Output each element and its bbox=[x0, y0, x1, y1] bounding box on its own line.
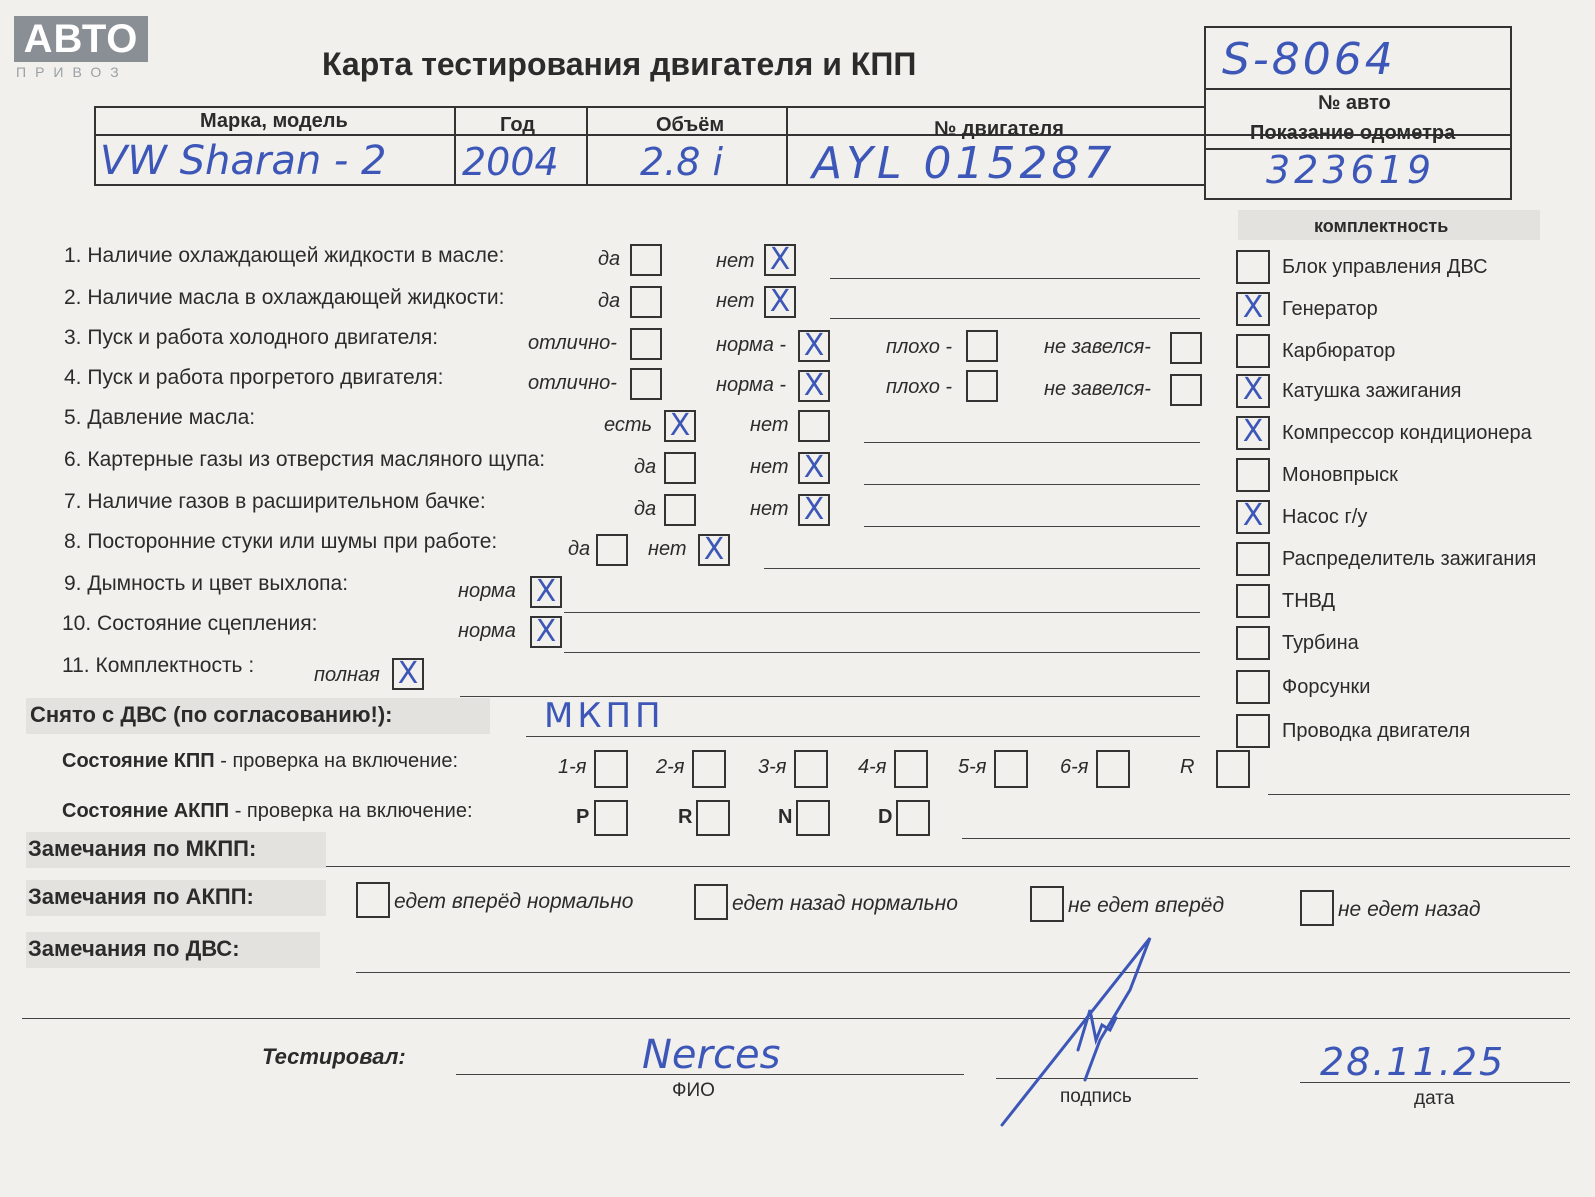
akpp-mode-checkbox-1[interactable] bbox=[594, 800, 628, 836]
completeness-checkbox-7[interactable] bbox=[1236, 500, 1270, 534]
q3-no-start-label: не завелся- bbox=[1044, 336, 1151, 358]
q10-normal-label: норма bbox=[458, 620, 516, 642]
q4-no-start-checkbox[interactable] bbox=[1170, 374, 1202, 406]
tested-value: Nerces bbox=[642, 1032, 781, 1078]
q5-no-label: нет bbox=[750, 414, 789, 436]
completeness-label-4: Катушка зажигания bbox=[1282, 380, 1462, 402]
q9-normal-label: норма bbox=[458, 580, 516, 602]
akpp-mode-label-2: R bbox=[678, 806, 693, 828]
q6-no-check-mark: X bbox=[803, 450, 825, 485]
completeness-label-2: Генератор bbox=[1282, 298, 1378, 320]
q7-yes-label: да bbox=[634, 498, 657, 520]
q3-excellent-label: отлично- bbox=[528, 332, 617, 354]
question-7: 7. Наличие газов в расширительном бачке: bbox=[64, 490, 486, 513]
akpp-no-forward-label: не едет вперёд bbox=[1068, 894, 1225, 917]
q2-no-check-mark: X bbox=[769, 284, 791, 319]
akpp-no-forward-checkbox[interactable] bbox=[1030, 886, 1064, 922]
akpp-mode-label-4: D bbox=[878, 806, 893, 828]
q5-note-line bbox=[864, 442, 1200, 443]
completeness-label-5: Компрессор кондиционера bbox=[1282, 422, 1532, 444]
completeness-checkbox-2[interactable] bbox=[1236, 292, 1270, 326]
q8-yes-label: да bbox=[568, 538, 591, 560]
q11-full-check-mark: X bbox=[397, 656, 419, 691]
fio-caption: ФИО bbox=[672, 1080, 715, 1101]
q3-normal-checkbox[interactable] bbox=[798, 330, 830, 362]
question-10: 10. Состояние сцепления: bbox=[62, 612, 318, 635]
completeness-checkbox-11[interactable] bbox=[1236, 670, 1270, 704]
question-2: 2. Наличие масла в охлаждающей жидкости: bbox=[64, 286, 505, 309]
q2-note-line bbox=[830, 318, 1200, 319]
brand-label: Марка, модель bbox=[200, 110, 348, 132]
removed-value: МКПП bbox=[544, 696, 665, 736]
q6-no-label: нет bbox=[750, 456, 789, 478]
q1-no-check-mark: X bbox=[769, 242, 791, 277]
signature-scribble bbox=[990, 930, 1190, 1130]
akpp-back-ok-label: едет назад нормально bbox=[732, 892, 958, 915]
completeness-label-7: Насос г/у bbox=[1282, 506, 1368, 528]
q2-no-checkbox[interactable] bbox=[764, 286, 796, 318]
odometer-value: 323619 bbox=[1266, 148, 1436, 192]
removed-line bbox=[526, 736, 1200, 737]
akpp-no-back-label: не едет назад bbox=[1338, 898, 1481, 921]
form-title: Карта тестирования двигателя и КПП bbox=[322, 46, 917, 82]
q10-normal-checkbox[interactable] bbox=[530, 616, 562, 648]
completeness-checkbox-9[interactable] bbox=[1236, 584, 1270, 618]
remarks-dvs-line bbox=[356, 972, 1570, 973]
q1-no-label: нет bbox=[716, 250, 755, 272]
akpp-mode-checkbox-3[interactable] bbox=[796, 800, 830, 836]
completeness-check-mark-2: X bbox=[1242, 290, 1264, 325]
completeness-label-12: Проводка двигателя bbox=[1282, 720, 1471, 742]
kpp-gear-checkbox-6[interactable] bbox=[1096, 750, 1130, 788]
q3-no-start-checkbox[interactable] bbox=[1170, 332, 1202, 364]
q4-excellent-checkbox[interactable] bbox=[630, 368, 662, 400]
completeness-label-3: Карбюратор bbox=[1282, 340, 1396, 362]
completeness-label-6: Моновпрыск bbox=[1282, 464, 1398, 486]
q11-full-label: полная bbox=[314, 664, 380, 686]
kpp-label bbox=[62, 750, 458, 773]
q9-normal-checkbox[interactable] bbox=[530, 576, 562, 608]
completeness-checkbox-4[interactable] bbox=[1236, 374, 1270, 408]
q1-note-line bbox=[830, 278, 1200, 279]
completeness-checkbox-3[interactable] bbox=[1236, 334, 1270, 368]
completeness-label-9: ТНВД bbox=[1282, 590, 1336, 612]
q3-excellent-checkbox[interactable] bbox=[630, 328, 662, 360]
q3-bad-checkbox[interactable] bbox=[966, 330, 998, 362]
removed-label: Снято с ДВС (по согласованию!): bbox=[30, 702, 393, 727]
akpp-no-back-checkbox[interactable] bbox=[1300, 890, 1334, 926]
akpp-note-line bbox=[962, 838, 1570, 839]
kpp-gear-checkbox-2[interactable] bbox=[692, 750, 726, 788]
completeness-checkbox-10[interactable] bbox=[1236, 626, 1270, 660]
q10-note-line bbox=[564, 652, 1200, 653]
q2-no-label: нет bbox=[716, 290, 755, 312]
date-caption: дата bbox=[1414, 1088, 1455, 1109]
q5-yes-checkbox[interactable] bbox=[664, 410, 696, 442]
date-line bbox=[1300, 1082, 1570, 1083]
q2-yes-checkbox[interactable] bbox=[630, 286, 662, 318]
completeness-title: комплектность bbox=[1314, 216, 1449, 236]
question-3: 3. Пуск и работа холодного двигателя: bbox=[64, 326, 439, 349]
q4-bad-checkbox[interactable] bbox=[966, 370, 998, 402]
q6-yes-checkbox[interactable] bbox=[664, 452, 696, 484]
q5-yes-check-mark: X bbox=[669, 408, 691, 443]
q11-full-checkbox[interactable] bbox=[392, 658, 424, 690]
q7-note-line bbox=[864, 526, 1200, 527]
brand-logo-sub: ПРИВОЗ bbox=[16, 64, 128, 80]
q7-no-check-mark: X bbox=[803, 492, 825, 527]
q10-normal-check-mark: X bbox=[535, 614, 557, 649]
completeness-checkbox-1[interactable] bbox=[1236, 250, 1270, 284]
akpp-mode-checkbox-2[interactable] bbox=[696, 800, 730, 836]
q7-no-checkbox[interactable] bbox=[798, 494, 830, 526]
question-5: 5. Давление масла: bbox=[64, 406, 256, 429]
q8-no-check-mark: X bbox=[703, 532, 725, 567]
q6-yes-label: да bbox=[634, 456, 657, 478]
remarks-extra-line bbox=[22, 1018, 1570, 1019]
q9-normal-check-mark: X bbox=[535, 574, 557, 609]
kpp-gear-label-1: 1-я bbox=[558, 756, 587, 778]
q4-normal-label: норма - bbox=[716, 374, 787, 396]
q1-yes-label: да bbox=[598, 248, 621, 270]
year-label: Год bbox=[500, 114, 535, 136]
kpp-gear-checkbox-7[interactable] bbox=[1216, 750, 1250, 788]
car-no-label: № авто bbox=[1318, 92, 1391, 114]
volume-value: 2.8 i bbox=[640, 140, 724, 184]
completeness-label-1: Блок управления ДВС bbox=[1282, 256, 1488, 278]
q3-normal-label: норма - bbox=[716, 334, 787, 356]
akpp-label bbox=[62, 800, 473, 823]
completeness-check-mark-7: X bbox=[1242, 498, 1264, 533]
completeness-checkbox-8[interactable] bbox=[1236, 542, 1270, 576]
q8-no-label: нет bbox=[648, 538, 687, 560]
kpp-gear-label-2: 2-я bbox=[656, 756, 685, 778]
completeness-check-mark-5: X bbox=[1242, 414, 1264, 449]
completeness-label-8: Распределитель зажигания bbox=[1282, 548, 1537, 570]
question-1: 1. Наличие охлаждающей жидкости в масле: bbox=[64, 244, 505, 267]
q4-no-start-label: не завелся- bbox=[1044, 378, 1151, 400]
kpp-gear-checkbox-1[interactable] bbox=[594, 750, 628, 788]
question-11: 11. Комплектность : bbox=[62, 654, 255, 677]
q2-yes-label: да bbox=[598, 290, 621, 312]
remarks-akpp-label: Замечания по АКПП: bbox=[28, 884, 254, 909]
tested-line bbox=[456, 1074, 964, 1075]
q9-note-line bbox=[564, 612, 1200, 613]
brand-value: VW Sharan - 2 bbox=[100, 138, 387, 184]
remarks-mkpp-line bbox=[326, 866, 1570, 867]
q4-bad-label: плохо - bbox=[886, 376, 953, 398]
kpp-gear-label-5: 5-я bbox=[958, 756, 987, 778]
akpp-back-ok-checkbox[interactable] bbox=[694, 884, 728, 920]
q4-normal-checkbox[interactable] bbox=[798, 370, 830, 402]
tested-label: Тестировал: bbox=[262, 1044, 406, 1069]
akpp-label-bold: Состояние АКПП bbox=[62, 800, 230, 822]
q8-note-line bbox=[764, 568, 1200, 569]
kpp-gear-label-4: 4-я bbox=[858, 756, 887, 778]
volume-label: Объём bbox=[656, 114, 725, 136]
q1-yes-checkbox[interactable] bbox=[630, 244, 662, 276]
question-6: 6. Картерные газы из отверстия масляного щупа: bbox=[64, 448, 546, 471]
kpp-label-rest: - проверка на включение: bbox=[214, 750, 459, 772]
q6-no-checkbox[interactable] bbox=[798, 452, 830, 484]
kpp-note-line bbox=[1268, 794, 1570, 795]
akpp-mode-label-3: N bbox=[778, 806, 793, 828]
completeness-check-mark-4: X bbox=[1242, 372, 1264, 407]
q7-no-label: нет bbox=[750, 498, 789, 520]
question-4: 4. Пуск и работа прогретого двигателя: bbox=[64, 366, 444, 389]
kpp-gear-label-7: R bbox=[1180, 756, 1195, 778]
q4-excellent-label: отлично- bbox=[528, 372, 617, 394]
q5-yes-label: есть bbox=[604, 414, 653, 436]
q8-no-checkbox[interactable] bbox=[698, 534, 730, 566]
year-value: 2004 bbox=[462, 140, 559, 184]
odometer-label: Показание одометра bbox=[1250, 122, 1456, 144]
engine-label: № двигателя bbox=[934, 118, 1064, 140]
kpp-gear-checkbox-3[interactable] bbox=[794, 750, 828, 788]
q5-no-checkbox[interactable] bbox=[798, 410, 830, 442]
akpp-mode-label-1: P bbox=[576, 806, 590, 828]
remarks-mkpp-label: Замечания по МКПП: bbox=[28, 836, 257, 861]
q7-yes-checkbox[interactable] bbox=[664, 494, 696, 526]
q3-normal-check-mark: X bbox=[803, 328, 825, 363]
kpp-label-bold: Состояние КПП bbox=[62, 750, 215, 772]
akpp-forward-ok-label: едет вперёд нормально bbox=[394, 890, 634, 913]
completeness-checkbox-12[interactable] bbox=[1236, 714, 1270, 748]
question-9: 9. Дымность и цвет выхлопа: bbox=[64, 572, 349, 595]
completeness-label-11: Форсунки bbox=[1282, 676, 1371, 698]
question-8: 8. Посторонние стуки или шумы при работе: bbox=[64, 530, 498, 553]
completeness-checkbox-6[interactable] bbox=[1236, 458, 1270, 492]
q6-note-line bbox=[864, 484, 1200, 485]
kpp-gear-checkbox-4[interactable] bbox=[894, 750, 928, 788]
completeness-checkbox-5[interactable] bbox=[1236, 416, 1270, 450]
kpp-gear-label-6: 6-я bbox=[1060, 756, 1089, 778]
akpp-label-rest: - проверка на включение: bbox=[229, 800, 473, 822]
engine-value: AYL 015287 bbox=[812, 138, 1116, 189]
signature-caption: подпись bbox=[1060, 1086, 1132, 1107]
q3-bad-label: плохо - bbox=[886, 336, 953, 358]
brand-logo: АВТО bbox=[14, 16, 148, 62]
akpp-forward-ok-checkbox[interactable] bbox=[356, 882, 390, 918]
completeness-label-10: Турбина bbox=[1282, 632, 1359, 654]
akpp-mode-checkbox-4[interactable] bbox=[896, 800, 930, 836]
date-value: 28.11.25 bbox=[1320, 1040, 1506, 1084]
q1-no-checkbox[interactable] bbox=[764, 244, 796, 276]
car-no-value: S-8064 bbox=[1222, 34, 1396, 85]
q8-yes-checkbox[interactable] bbox=[596, 534, 628, 566]
kpp-gear-label-3: 3-я bbox=[758, 756, 787, 778]
remarks-dvs-label: Замечания по ДВС: bbox=[28, 936, 240, 961]
q4-normal-check-mark: X bbox=[803, 368, 825, 403]
kpp-gear-checkbox-5[interactable] bbox=[994, 750, 1028, 788]
